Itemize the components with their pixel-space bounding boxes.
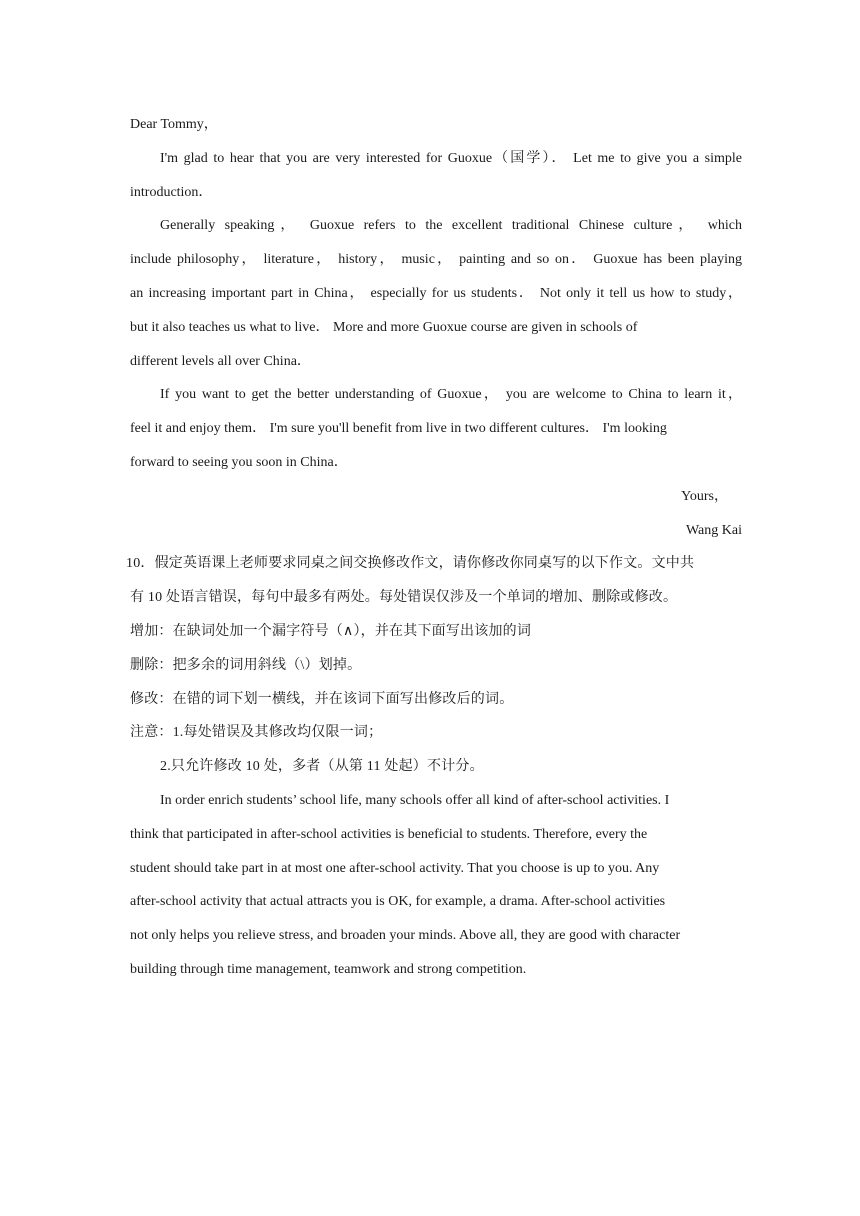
question-note-2: 2.只允许修改 10 处，多者（从第 11 处起）不计分。 [160, 759, 484, 775]
letter-paragraph-2-line: Generally speaking， Guoxue refers to the excellent traditional Chinese culture， which [160, 218, 742, 234]
letter-paragraph-2-line: include philosophy， literature， history， music， painting and so on． Guoxue has been playing [130, 252, 742, 268]
question-add-rule: 增加：在缺词处加一个漏字符号（∧），并在其下面写出该加的词 [130, 623, 532, 639]
essay-line: In order enrich students’ school life, many schools offer all kind of after-school activities. I [160, 792, 670, 808]
letter-closing: Yours， [681, 488, 728, 504]
letter-paragraph-2-line: an increasing important part in China， especially for us students． Not only it tell us how to study， [130, 285, 742, 301]
document-page [126, 108, 742, 987]
essay-line: not only helps you relieve stress, and broaden your minds. Above all, they are good with character [130, 928, 681, 944]
letter-paragraph-2-line: but it also teaches us what to live． More and more Guoxue course are given in schools of [130, 319, 638, 335]
letter-signature: Wang Kai [685, 522, 742, 538]
letter-paragraph-2-line: different levels all over China． [130, 353, 311, 369]
letter-paragraph-3-line: forward to seeing you soon in China． [130, 454, 348, 470]
essay-line: think that participated in after-school activities is beneficial to students. Therefore, every the [130, 826, 648, 842]
essay-line: after-school activity that actual attracts you is OK, for example, a drama. After-school activities [130, 894, 666, 910]
question-note-1: 注意：1.每处错误及其修改均仅限一词； [130, 725, 383, 741]
essay-line: building through time management, teamwork and strong competition. [130, 961, 527, 977]
letter-paragraph-1-line: I'm glad to hear that you are very interested for Guoxue（国学）． Let me to give you a simple [160, 150, 742, 166]
question-instruction-line: 10．假定英语课上老师要求同桌之间交换修改作文，请你修改你同桌写的以下作文。文中共 [126, 556, 695, 572]
letter-paragraph-3-line: feel it and enjoy them． I'm sure you'll benefit from live in two different cultures． I'm looking [130, 421, 667, 437]
essay-line: student should take part in at most one after-school activity. That you choose is up to you. Any [130, 860, 660, 876]
letter-paragraph-3-line: If you want to get the better understanding of Guoxue， you are welcome to China to learn it， [160, 387, 742, 403]
question-delete-rule: 删除：把多余的词用斜线（\）划掉。 [130, 657, 362, 673]
letter-greeting: Dear Tommy， [130, 117, 218, 132]
letter-paragraph-1-line: introduction． [130, 184, 213, 200]
question-instruction-line: 有 10 处语言错误，每句中最多有两处。每处错误仅涉及一个单词的增加、删除或修改。 [130, 590, 678, 606]
question-modify-rule: 修改：在错的词下划一横线，并在该词下面写出修改后的词。 [130, 691, 514, 707]
